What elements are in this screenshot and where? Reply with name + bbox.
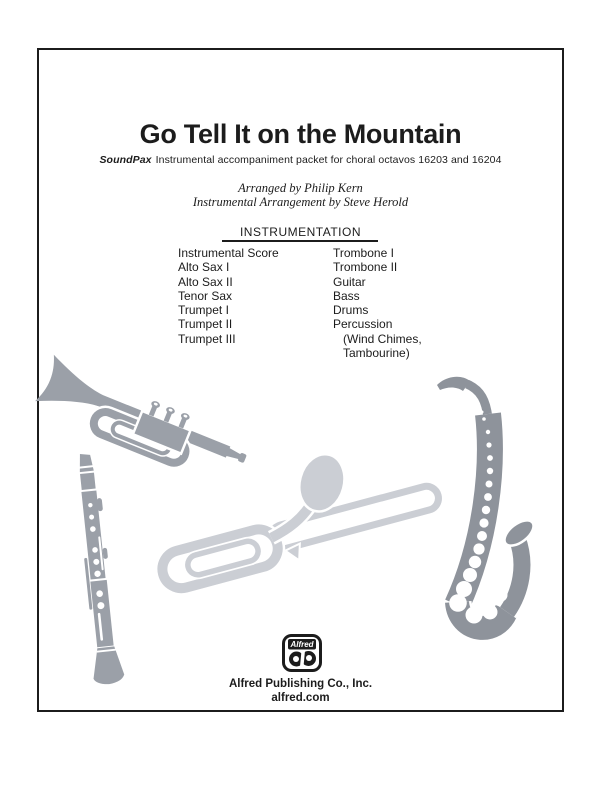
instrumentation-item: Tenor Sax [178,288,233,303]
instrumentation-item-detail: (Wind Chimes, [343,331,422,346]
instrumentation-item: Alto Sax II [178,274,233,289]
instrumentation-item: Bass [333,288,360,303]
instrumentation-item: Drums [333,303,369,318]
instrumentation-item: Trombone II [333,260,398,275]
saxophone-illustration [437,377,538,628]
instrumentation-item: Percussion [333,317,393,332]
instrumentation-item: Trumpet II [178,317,233,332]
instrumentation-item: Instrumental Score [178,246,279,260]
soundpax-brand: SoundPax [99,154,152,166]
instrumentation-item: Trumpet I [178,303,229,318]
publisher-website: alfred.com [271,692,330,704]
page-title: Go Tell It on the Mountain [139,119,462,149]
clarinet-illustration [70,452,125,686]
trumpet-illustration [33,355,255,488]
alfred-logo-label: Alfred [290,640,314,649]
publisher-block [37,677,564,705]
instrumentation-item: Alto Sax I [178,260,230,275]
instrumentation-item: Trumpet III [178,331,236,346]
arranger-credit: Arranged by Philip Kern [238,181,363,195]
instrumentation-item: Trombone I [333,246,394,260]
subtitle-text: Instrumental accompaniment packet for choral octavos 16203 and 16204 [155,154,502,166]
instrumentation-heading: INSTRUMENTATION [239,225,362,239]
instrumentation-item-detail: Tambourine) [343,346,410,361]
alfred-logo [282,634,322,672]
publisher-name: Alfred Publishing Co., Inc. [228,678,373,690]
instrumentation-item: Guitar [333,274,366,289]
instrumental-arranger-credit: Instrumental Arrangement by Steve Herold [192,195,409,209]
